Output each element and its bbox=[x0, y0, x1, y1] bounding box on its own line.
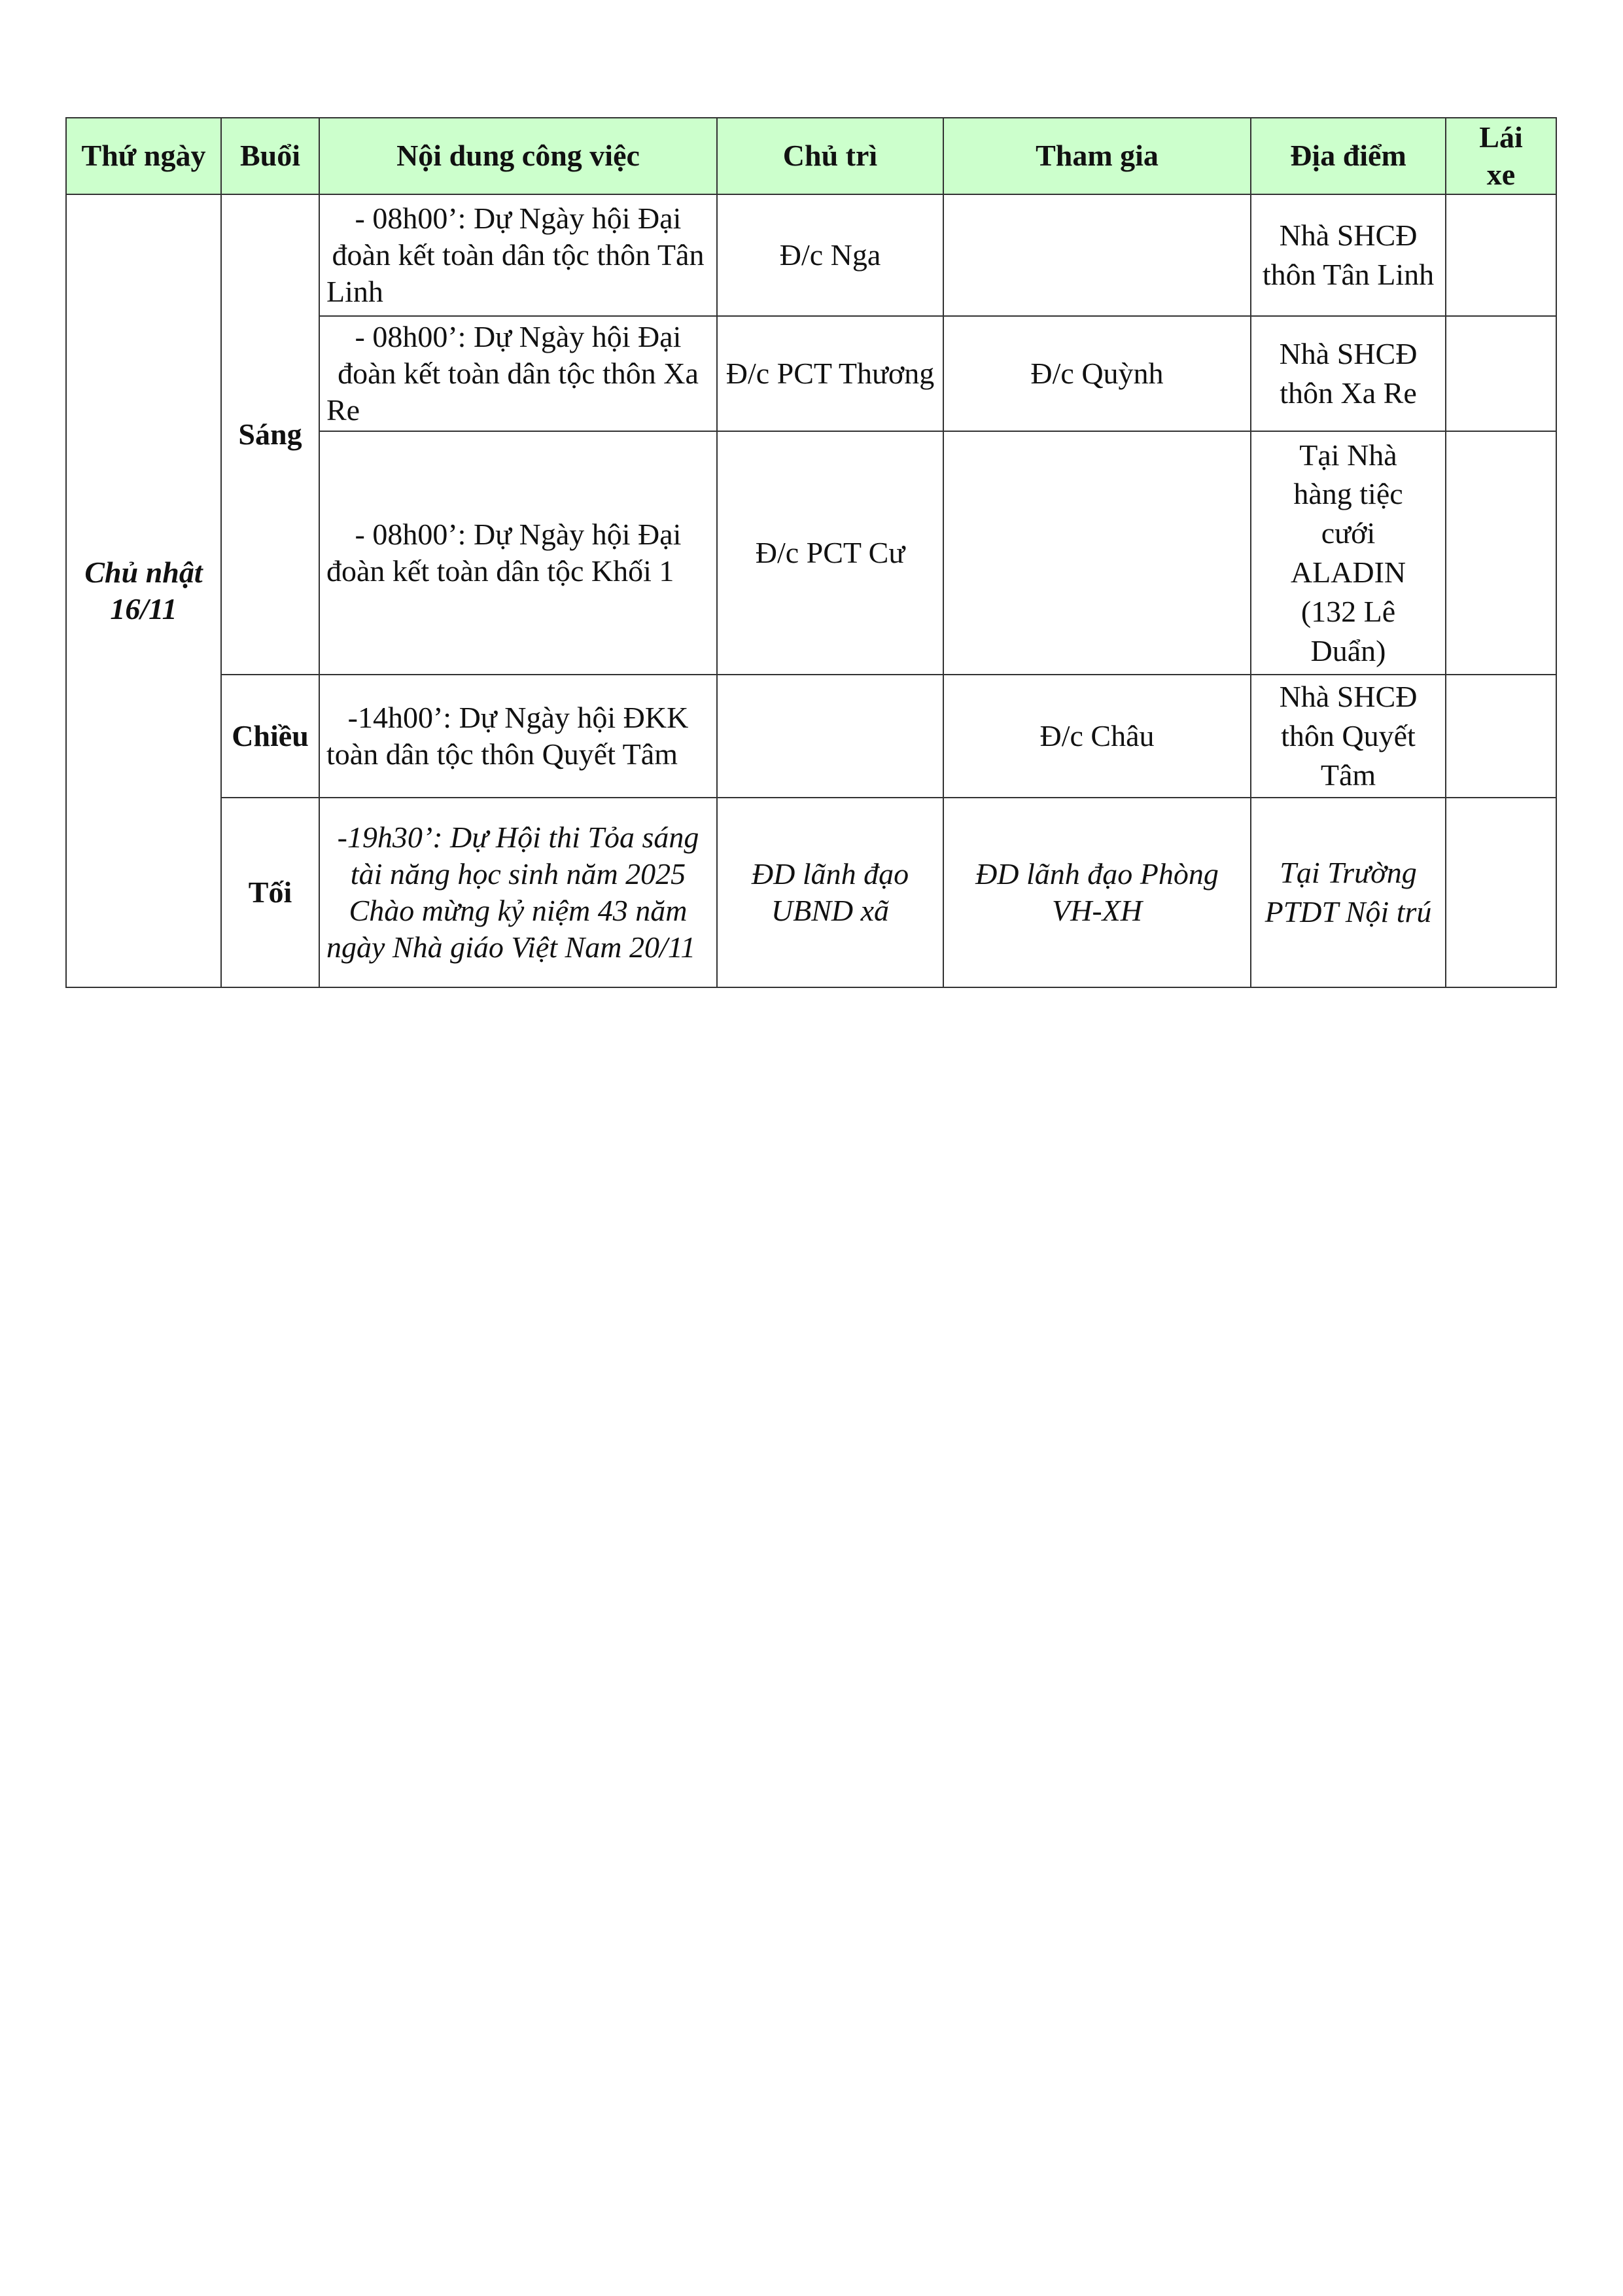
row-participants: ĐD lãnh đạo Phòng VH-XH bbox=[943, 798, 1251, 987]
header-row bbox=[66, 118, 1556, 194]
row-content: - 08h00’: Dự Ngày hội Đại đoàn kết toàn dân tộc thôn Xa Re bbox=[319, 316, 717, 431]
row-host bbox=[717, 675, 943, 798]
day-date: 16/11 bbox=[110, 592, 177, 626]
row-content: - 08h00’: Dự Ngày hội Đại đoàn kết toàn dân tộc Khối 1 bbox=[319, 431, 717, 675]
row-location: Nhà SHCĐ thôn Quyết Tâm bbox=[1251, 675, 1446, 798]
row-host: Đ/c Nga bbox=[717, 194, 943, 316]
row-driver bbox=[1446, 194, 1556, 316]
row-host: Đ/c PCT Thương bbox=[717, 316, 943, 431]
row-location: Tại Nhà hàng tiệc cưới ALADIN (132 Lê Duẩn) bbox=[1251, 431, 1446, 675]
row-content: -14h00’: Dự Ngày hội ĐKK toàn dân tộc thôn Quyết Tâm bbox=[319, 675, 717, 798]
row-participants: Đ/c Quỳnh bbox=[943, 316, 1251, 431]
header-session: Buổi bbox=[221, 118, 319, 194]
row-driver bbox=[1446, 798, 1556, 987]
session-evening: Tối bbox=[221, 798, 319, 987]
schedule-table bbox=[65, 117, 1557, 988]
header-location: Địa điểm bbox=[1251, 118, 1446, 194]
row-driver bbox=[1446, 316, 1556, 431]
table-row bbox=[66, 675, 1556, 798]
header-day: Thứ ngày bbox=[66, 118, 221, 194]
day-cell bbox=[66, 194, 221, 987]
row-participants bbox=[943, 194, 1251, 316]
header-host: Chủ trì bbox=[717, 118, 943, 194]
header-driver bbox=[1446, 118, 1556, 194]
row-location: Nhà SHCĐ thôn Xa Re bbox=[1251, 316, 1446, 431]
day-name: Chủ nhật bbox=[84, 555, 203, 589]
row-host: Đ/c PCT Cư bbox=[717, 431, 943, 675]
row-location: Nhà SHCĐ thôn Tân Linh bbox=[1251, 194, 1446, 316]
row-participants bbox=[943, 431, 1251, 675]
header-content: Nội dung công việc bbox=[319, 118, 717, 194]
row-host: ĐD lãnh đạo UBND xã bbox=[717, 798, 943, 987]
row-driver bbox=[1446, 675, 1556, 798]
row-participants: Đ/c Châu bbox=[943, 675, 1251, 798]
table-row bbox=[66, 194, 1556, 316]
header-participants: Tham gia bbox=[943, 118, 1251, 194]
session-afternoon: Chiều bbox=[221, 675, 319, 798]
row-content: - 08h00’: Dự Ngày hội Đại đoàn kết toàn dân tộc thôn Tân Linh bbox=[319, 194, 717, 316]
row-content: -19h30’: Dự Hội thi Tỏa sáng tài năng học sinh năm 2025 Chào mừng kỷ niệm 43 năm ngày Nhà giáo Việt Nam 20/11 bbox=[319, 798, 717, 987]
row-location: Tại Trường PTDT Nội trú bbox=[1251, 798, 1446, 987]
row-driver bbox=[1446, 431, 1556, 675]
table-row bbox=[66, 798, 1556, 987]
session-morning: Sáng bbox=[221, 194, 319, 675]
header-driver-label: Lái xe bbox=[1479, 120, 1523, 191]
